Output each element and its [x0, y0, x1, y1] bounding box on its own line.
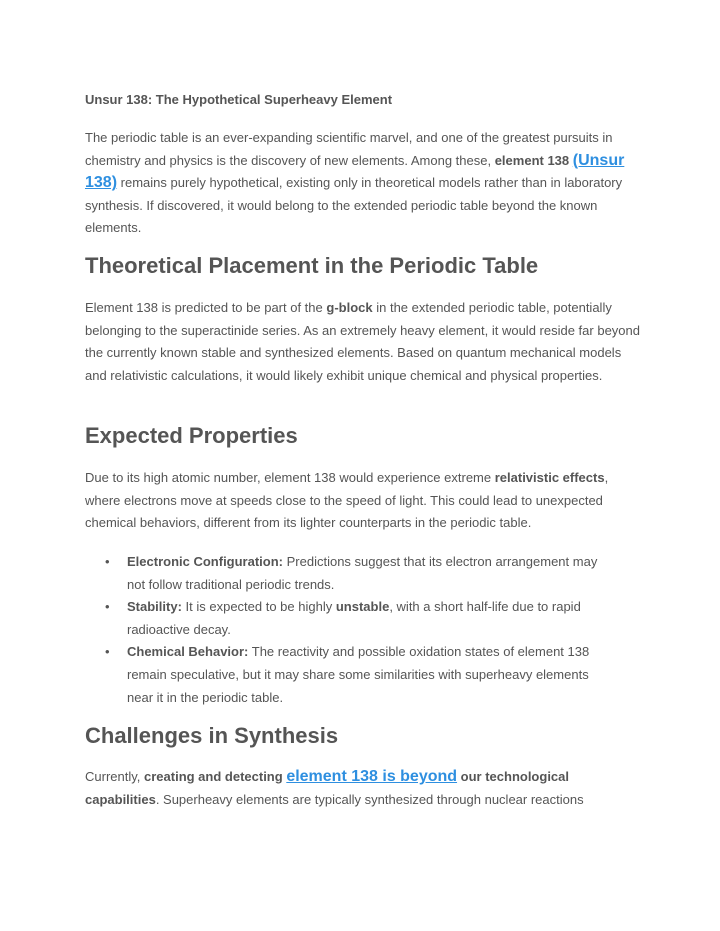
bullet-dot-icon: •	[105, 554, 110, 569]
placement-text-1: Element 138 is predicted to be part of the	[85, 300, 327, 315]
bullet-label: Stability:	[127, 599, 182, 615]
bullet-bold-unstable: unstable	[335, 599, 390, 615]
intro-paragraph	[85, 127, 645, 240]
heading-expected-properties: Expected Properties	[85, 423, 298, 448]
bullet-text: It is expected to be highly	[181, 599, 336, 615]
intro-bold-element: element 138	[494, 152, 570, 168]
bullet-dot-icon: •	[105, 599, 110, 615]
unsur-138-link[interactable]: (Unsur 138)	[85, 151, 625, 192]
bullet-text: The reactivity and possible oxidation states of element 138 remain speculative, but it may share some similarities with superheavy elements near it in the periodic table.	[127, 644, 590, 705]
bullet-electronic-configuration	[85, 551, 617, 596]
document-title: Unsur 138: The Hypothetical Superheavy Element	[85, 92, 393, 107]
bullet-text-2: , with a short half-life due to rapid radioactive decay.	[127, 599, 581, 637]
intro-text-1: The periodic table is an ever-expanding scientific marvel, and one of the greatest pursuits in chemistry and physics is the discovery of new elements. Among these,	[85, 130, 613, 168]
bullet-dot-icon: •	[105, 644, 110, 660]
heading-theoretical-placement: Theoretical Placement in the Periodic Table	[85, 253, 539, 278]
properties-bullet-list	[85, 551, 645, 709]
properties-bold-relativistic: relativistic effects	[494, 470, 605, 485]
synthesis-text-1: Currently,	[85, 769, 144, 784]
bullet-chemical-behavior	[85, 641, 617, 709]
synthesis-text-2: . Superheavy elements are typically synthesized through nuclear reactions	[155, 791, 584, 807]
bullet-stability	[85, 596, 617, 641]
properties-text-1: Due to its high atomic number, element 138 would experience extreme	[85, 470, 495, 485]
intro-text-2: remains purely hypothetical, existing only in theoretical models rather than in laboratory synthesis. If discovered, it would belong to the extended periodic table beyond the known elements.	[85, 175, 623, 236]
synthesis-bold-1: creating and detecting	[144, 769, 287, 784]
bullet-label: Electronic Configuration:	[127, 554, 283, 569]
placement-paragraph	[85, 297, 645, 387]
placement-text-2: in the extended periodic table, potentially belonging to the superactinide series. As an extremely heavy element, it would reside far beyond the currently known stable and synthesized elements. Based on quantum mechanical models and relativistic calculations, it would likely exhibit unique chemical and physical properties.	[85, 300, 640, 383]
synthesis-paragraph	[85, 766, 645, 811]
properties-text-2: , where electrons move at speeds close to the speed of light. This could lead to unexpected chemical behaviors, different from its lighter counterparts in the periodic table.	[85, 470, 609, 531]
bullet-text: Predictions suggest that its electron arrangement may not follow traditional periodic trends.	[127, 554, 598, 592]
element-138-beyond-link[interactable]: element 138 is beyond	[286, 768, 458, 785]
synthesis-bold-2: our technological capabilities	[85, 769, 570, 807]
properties-paragraph	[85, 467, 645, 535]
heading-challenges-synthesis: Challenges in Synthesis	[85, 723, 339, 748]
placement-bold-g-block: g-block	[326, 300, 373, 315]
bullet-label: Chemical Behavior:	[127, 644, 249, 660]
